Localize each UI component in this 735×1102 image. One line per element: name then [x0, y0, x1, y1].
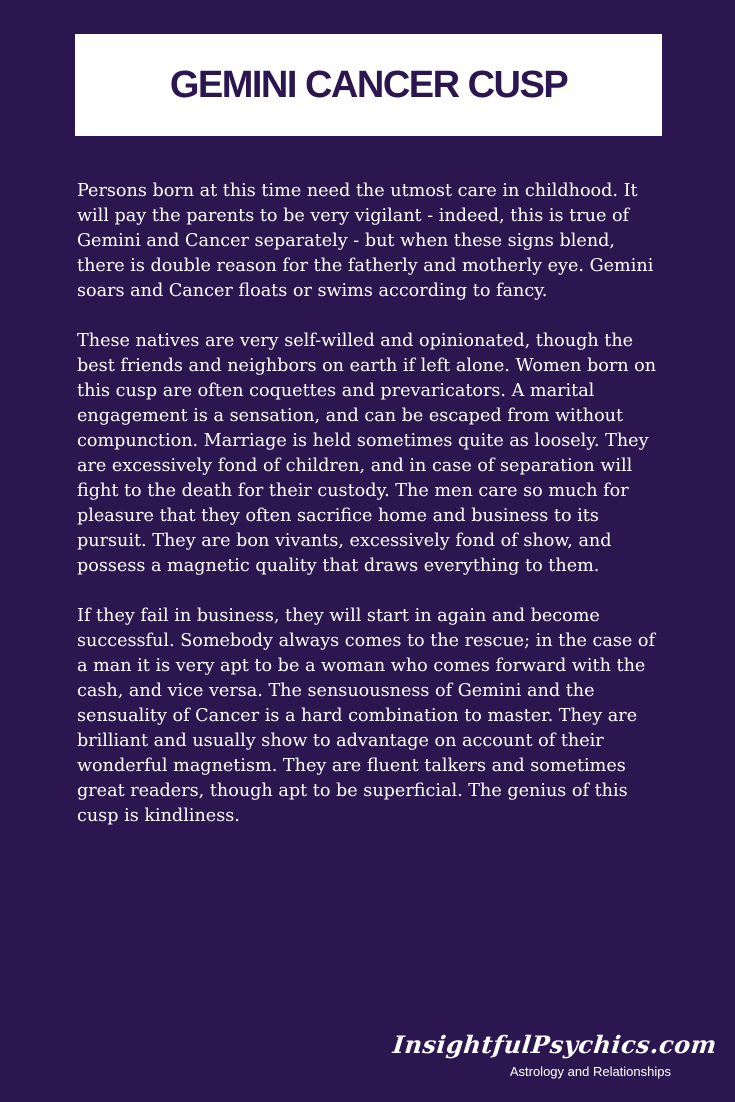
paragraph-1: Persons born at this time need the utmost care in childhood. It will pay the parents to be very vigilant - indeed, this is true of Gemini and Cancer separately - but when these signs blend, there is double reason for the fatherly and motherly eye. Gemini soars and Cancer floats or swims according to fancy.	[77, 181, 654, 301]
page-title: GEMINI CANCER CUSP	[169, 63, 568, 106]
paragraph-3: If they fail in business, they will start in again and become successful. Somebody always comes to the rescue; in the case of a man it is very apt to be a woman who comes forward with the cash, and vice versa. The sensuousness of Gemini and the sensuality of Cancer is a hard combination to master. They are brilliant and usually show to advantage on account of their wonderful magnetism. They are fluent talkers and sometimes great readers, though apt to be superficial. The genius of this cusp is kindliness.	[77, 606, 656, 826]
article-body	[77, 179, 662, 829]
title-banner	[75, 34, 662, 136]
brand-logo	[393, 1030, 717, 1080]
brand-tagline: Astrology and Relationships	[509, 1064, 671, 1079]
paragraph-2: These natives are very self-willed and opinionated, though the best friends and neighbors on earth if left alone. Women born on this cusp are often coquettes and prevaricators. A marital engagement is a sensation, and can be escaped from without compunction. Marriage is held sometimes quite as loosely. They are excessively fond of children, and in case of separation will fight to the death for their custody. The men care so much for pleasure that they often sacrifice home and business to its pursuit. They are bon vivants, excessively fond of show, and possess a magnetic quality that draws everything to them.	[77, 331, 657, 576]
brand-name: InsightfulPsychics.com	[391, 1030, 719, 1059]
